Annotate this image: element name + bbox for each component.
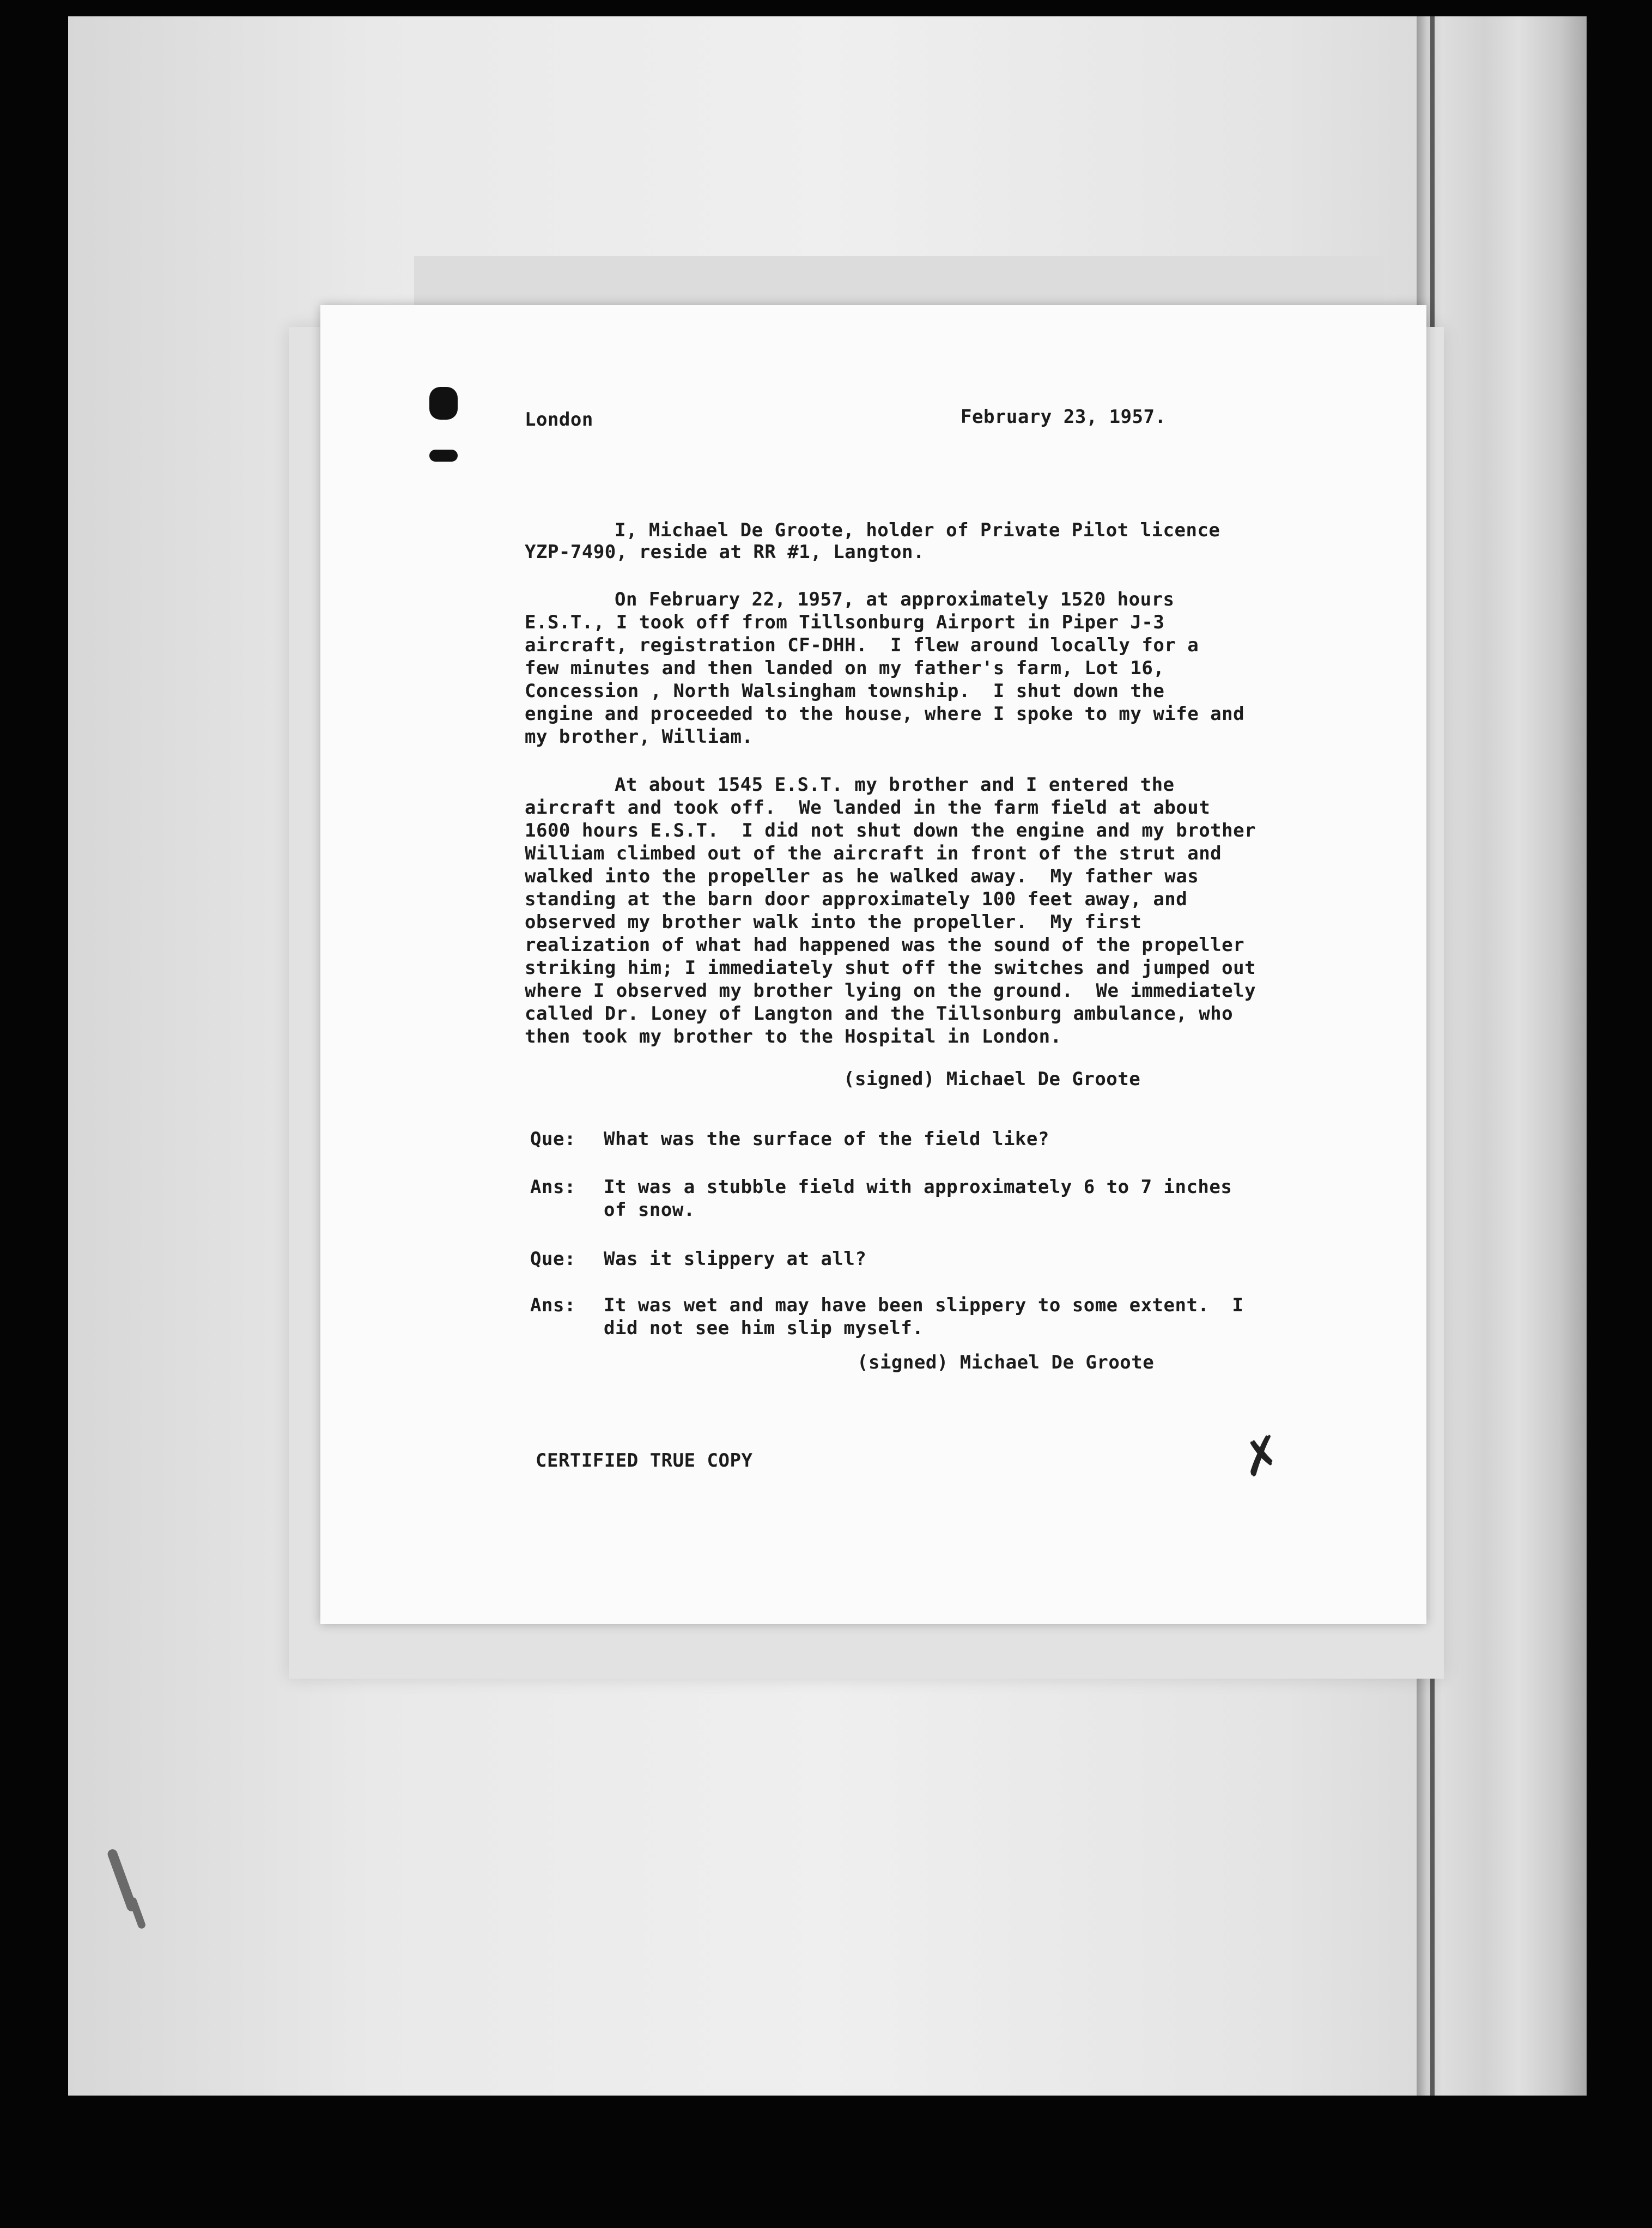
qa-line: Was it slippery at all? (604, 1248, 867, 1270)
paragraph-line: walked into the propeller as he walked away. My father was (525, 865, 1199, 887)
paragraph-line: standing at the barn door approximately 100 feet away, and (525, 888, 1188, 910)
paragraph-line: observed my brother walk into the propeller. My first (525, 911, 1142, 933)
paragraph-line: Concession , North Walsingham township. I shut down the (525, 680, 1165, 702)
certification-line: CERTIFIED TRUE COPY (536, 1450, 753, 1472)
paragraph-line: engine and proceeded to the house, where I spoke to my wife and (525, 703, 1245, 725)
paragraph-line: called Dr. Loney of Langton and the Tillsonburg ambulance, who (525, 1003, 1234, 1025)
qa-label: Que: (530, 1128, 576, 1150)
qa-line: It was wet and may have been slippery to some extent. I (604, 1294, 1244, 1316)
paragraph-line: 1600 hours E.S.T. I did not shut down the engine and my brother (525, 820, 1256, 841)
paragraph-line: aircraft and took off. We landed in the farm field at about (525, 797, 1211, 819)
qa-label: Ans: (530, 1176, 576, 1198)
paragraph-line: YZP-7490, reside at RR #1, Langton. (525, 541, 925, 563)
signature-line: (signed) Michael De Groote (857, 1352, 1155, 1373)
place-line: London (525, 409, 593, 431)
qa-line: did not see him slip myself. (604, 1317, 924, 1339)
qa-line: It was a stubble field with approximately 6 to 7 inches (604, 1176, 1232, 1198)
paragraph-line: I, Michael De Groote, holder of Private Pilot licence (615, 519, 1220, 541)
date-line: February 23, 1957. (961, 406, 1167, 428)
paragraph-line: few minutes and then landed on my father's farm, Lot 16, (525, 657, 1165, 679)
paragraph-line: realization of what had happened was the sound of the propeller (525, 934, 1245, 956)
punch-hole-mark (429, 450, 458, 462)
paragraph-line: On February 22, 1957, at approximately 1520 hours (615, 589, 1175, 610)
qa-label: Que: (530, 1248, 576, 1270)
qa-line: What was the surface of the field like? (604, 1128, 1049, 1150)
handwritten-check-mark: ✗ (1234, 1424, 1289, 1490)
document-page (320, 305, 1426, 1624)
paragraph-line: aircraft, registration CF-DHH. I flew around locally for a (525, 634, 1199, 656)
qa-label: Ans: (530, 1294, 576, 1316)
paragraph-line: my brother, William. (525, 726, 754, 748)
punch-hole-mark (429, 387, 458, 420)
signature-line: (signed) Michael De Groote (843, 1068, 1141, 1090)
qa-line: of snow. (604, 1199, 695, 1221)
paragraph-line: At about 1545 E.S.T. my brother and I entered the (615, 774, 1175, 796)
paragraph-line: where I observed my brother lying on the ground. We immediately (525, 980, 1256, 1002)
paragraph-line: striking him; I immediately shut off the switches and jumped out (525, 957, 1256, 979)
paragraph-line: E.S.T., I took off from Tillsonburg Airport in Piper J-3 (525, 612, 1165, 633)
paragraph-line: then took my brother to the Hospital in London. (525, 1026, 1062, 1048)
paragraph-line: William climbed out of the aircraft in front of the strut and (525, 843, 1222, 864)
